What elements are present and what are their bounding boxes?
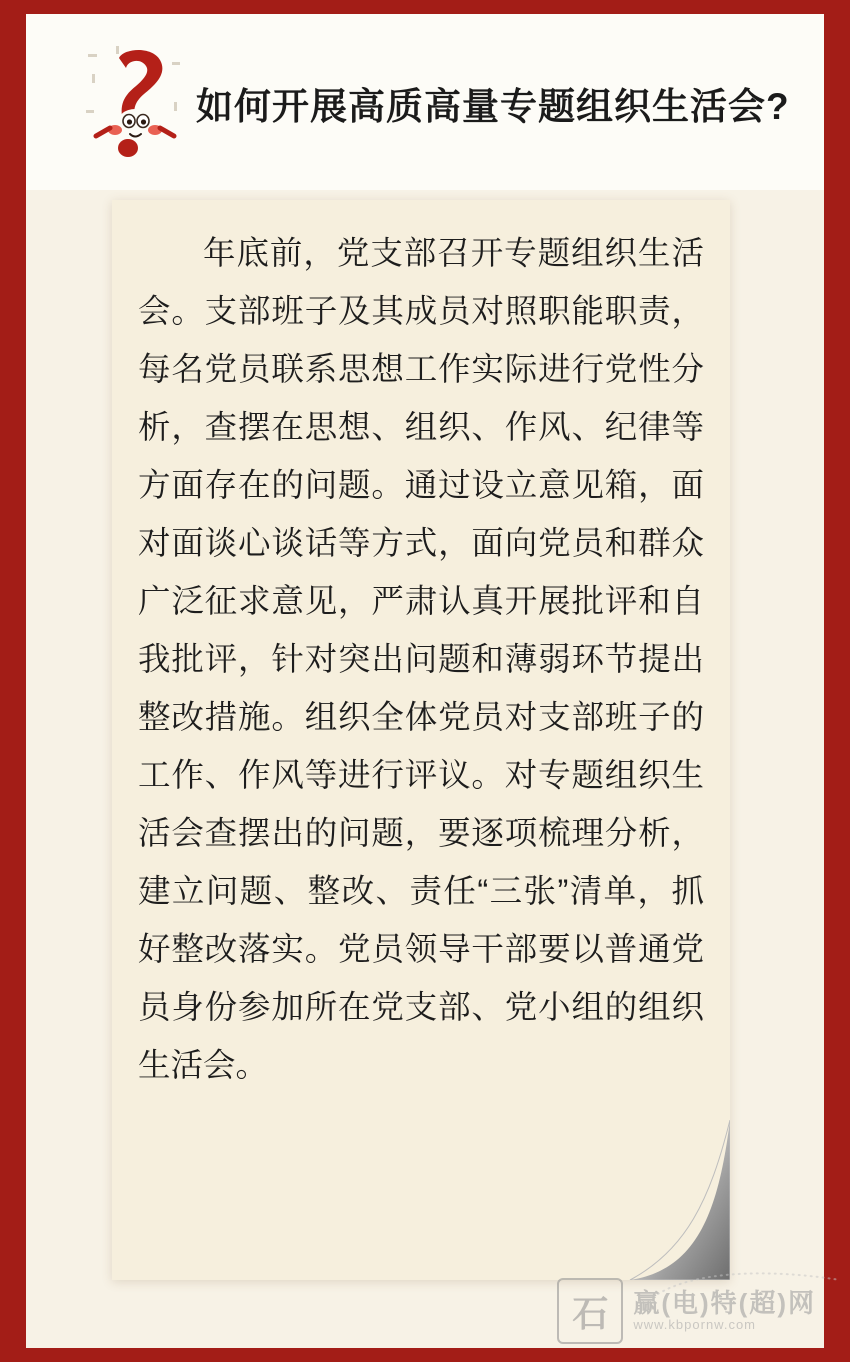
content-card [112, 200, 730, 1280]
header-band [26, 14, 824, 190]
watermark-url: www.kbpornw.com [633, 1317, 757, 1332]
header-row [86, 44, 790, 162]
question-mark-mascot-icon [86, 44, 182, 162]
content-card-inner [138, 224, 704, 1256]
watermark-site-name: 赢(电)特(超)网 [633, 1288, 816, 1318]
watermark-logo-icon: 石 [557, 1278, 623, 1344]
poster-inner-panel [26, 14, 824, 1348]
page-title: 如何开展高质高量专题组织生活会? [196, 86, 790, 127]
body-paragraph: 年底前，党支部召开专题组织生活会。支部班子及其成员对照职能职责，每名党员联系思想工作实际进行党性分析，查摆在思想、组织、作风、纪律等方面存在的问题。通过设立意见箱，面对面谈心谈话等方式，面向党员和群众广泛征求意见，严肃认真开展批评和自我批评，针对突出问题和薄弱环节提出整改措施。组织全体党员对支部班子的工作、作风等进行评议。对专题组织生活会查摆出的问题，要逐项梳理分析，建立问题、整改、责任“三张”清单，抓好整改落实。党员领导干部要以普通党员身份参加所在党支部、党小组的组织生活会。 [138, 235, 704, 1083]
watermark-texts [633, 1289, 816, 1333]
watermark [557, 1278, 816, 1344]
